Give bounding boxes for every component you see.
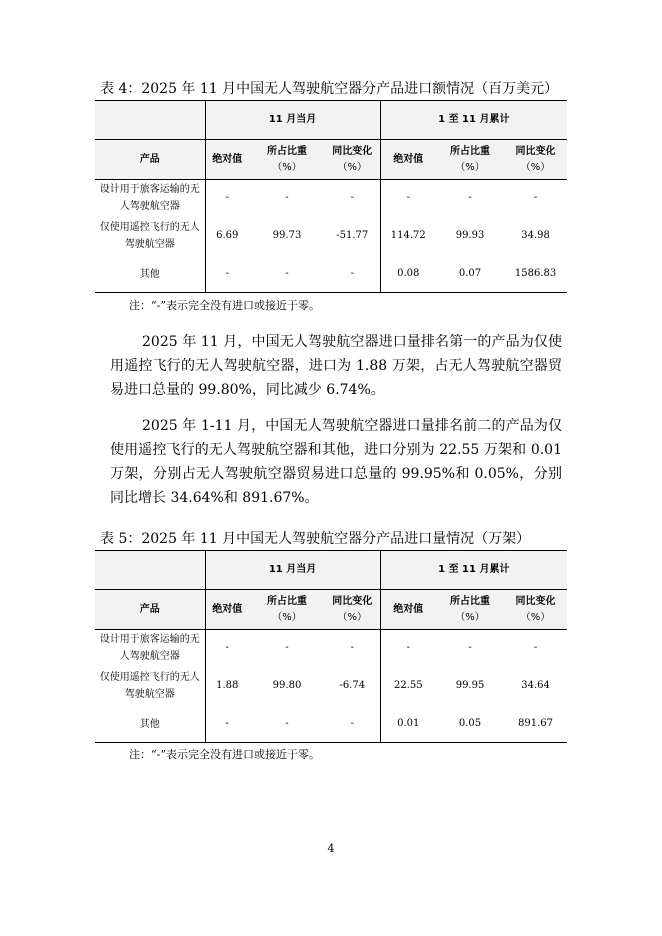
cum-share-value: 99.95 (455, 679, 485, 691)
product-name: 仅使用遥控飞行的无人驾驶航空器 (99, 671, 200, 700)
table4-col-cum-yoy-label: 同比变化 (515, 145, 556, 157)
table4-header-column-row (95, 140, 567, 180)
cum-share-value: 0.07 (436, 256, 504, 293)
table4-group-cumulative: 1 至 11 月累计 (380, 101, 567, 140)
body-paragraph: 2025 年 11 月，中国无人驾驶航空器进口量排名第一的产品为仅使用遥控飞行的无人驾驶航空器，进口为 1.88 万架，占无人驾驶航空器贸易进口总量的 99.80%，同比减少 6.74%。 (110, 334, 562, 398)
share-value: - (285, 191, 289, 203)
table4-group-current-month: 11 月当月 (205, 101, 380, 140)
cum-absolute-value: 0.01 (380, 706, 436, 743)
table4-header-blank (95, 101, 205, 140)
table4-col-cum-yoy-unit: （%） (520, 161, 551, 173)
table5-col-share (249, 590, 325, 630)
yoy-value: - (325, 706, 380, 743)
cum-yoy-value: 1586.83 (504, 256, 567, 293)
cum-share-value: - (468, 191, 472, 203)
product-name: 设计用于旅客运输的无人驾驶航空器 (99, 183, 200, 212)
table4-col-yoy-label: 同比变化 (332, 145, 373, 157)
table5-col-cum-yoy (504, 590, 567, 630)
table-row (95, 630, 567, 666)
table5-group-current-month: 11 月当月 (205, 551, 380, 590)
body-paragraph: 2025 年 1-11 月，中国无人驾驶航空器进口量排名前二的产品为仅使用遥控飞行的无人驾驶航空器和其他，进口分别为 22.55 万架和 0.01 万架，分别占无人驾驶航空器贸易进口总量的 99.95%和 0.05%，分别同比增长 34.64%和 891.67%。 (110, 418, 562, 506)
cum-share-value: - (468, 641, 472, 653)
table5-import-volume (95, 550, 567, 743)
table4-col-cum-share (436, 140, 504, 180)
share-value: 99.80 (272, 679, 302, 691)
table5-col-cum-absolute: 绝对值 (380, 590, 436, 630)
share-value: - (249, 256, 325, 293)
table5-col-cum-yoy-unit: （%） (520, 611, 551, 623)
table-row (95, 665, 567, 706)
cum-yoy-value: 34.98 (521, 229, 550, 241)
table4-col-cum-share-label: 所占比重 (450, 145, 491, 157)
table5-header-column-row (95, 590, 567, 630)
table-row (95, 256, 567, 293)
table5-header-blank (95, 551, 205, 590)
table4-col-share-label: 所占比重 (267, 145, 307, 157)
share-value: - (285, 641, 289, 653)
cum-share-value: 99.93 (455, 229, 485, 241)
table5-col-cum-share-label: 所占比重 (450, 595, 491, 607)
product-name: 其他 (95, 256, 205, 293)
cum-share-value: 0.05 (436, 706, 504, 743)
table4-col-yoy (325, 140, 380, 180)
cum-absolute-value: - (380, 630, 436, 666)
table5-col-yoy-label: 同比变化 (332, 595, 373, 607)
table5-col-yoy (325, 590, 380, 630)
table4-caption: 表 4：2025 年 11 月中国无人驾驶航空器分产品进口额情况（百万美元） (100, 81, 559, 97)
table-row (95, 215, 567, 256)
cum-absolute-value: 22.55 (380, 665, 436, 706)
table5-col-absolute: 绝对值 (205, 590, 249, 630)
table-row (95, 180, 567, 216)
absolute-value: - (205, 706, 249, 743)
product-name: 仅使用遥控飞行的无人驾驶航空器 (99, 221, 200, 250)
table5-group-cumulative: 1 至 11 月累计 (380, 551, 567, 590)
yoy-value: -6.74 (339, 679, 366, 691)
yoy-value: -51.77 (336, 229, 369, 241)
table4-col-cum-share-unit: （%） (455, 161, 485, 173)
table4-note: 注：“-”表示完全没有进口或接近于零。 (129, 299, 320, 312)
cum-absolute-value: - (380, 180, 436, 216)
table5-col-cum-share-unit: （%） (455, 611, 485, 623)
cum-yoy-value: 34.64 (521, 679, 550, 691)
absolute-value: - (205, 180, 249, 216)
yoy-value: - (325, 256, 380, 293)
table4-col-share (249, 140, 325, 180)
table4-col-share-unit: （%） (272, 161, 302, 173)
absolute-value: - (205, 630, 249, 666)
cum-absolute-value: 114.72 (380, 215, 436, 256)
table5-header-group-row (95, 551, 567, 590)
table5-col-cum-share (436, 590, 504, 630)
absolute-value: - (205, 256, 249, 293)
cum-absolute-value: 0.08 (380, 256, 436, 293)
yoy-value: - (350, 191, 354, 203)
cum-yoy-value: - (533, 641, 538, 653)
table5-note: 注：“-”表示完全没有进口或接近于零。 (129, 748, 320, 761)
table5-col-yoy-unit: （%） (337, 611, 368, 623)
table-row (95, 706, 567, 743)
table4-import-value (95, 100, 567, 293)
absolute-value: 1.88 (205, 665, 249, 706)
table4-col-yoy-unit: （%） (337, 161, 368, 173)
table4-col-product: 产品 (95, 140, 205, 180)
cum-yoy-value: - (533, 191, 538, 203)
table4-col-cum-absolute: 绝对值 (380, 140, 436, 180)
yoy-value: - (350, 641, 354, 653)
product-name: 设计用于旅客运输的无人驾驶航空器 (99, 633, 200, 662)
table5-col-share-unit: （%） (272, 611, 302, 623)
table5-col-share-label: 所占比重 (267, 595, 307, 607)
share-value: - (249, 706, 325, 743)
table4-col-absolute: 绝对值 (205, 140, 249, 180)
absolute-value: 6.69 (205, 215, 249, 256)
share-value: 99.73 (272, 229, 302, 241)
table5-col-cum-yoy-label: 同比变化 (515, 595, 556, 607)
table4-header-group-row (95, 101, 567, 140)
table5-col-product: 产品 (95, 590, 205, 630)
table5-caption: 表 5：2025 年 11 月中国无人驾驶航空器分产品进口量情况（万架） (100, 531, 531, 547)
page-number: 4 (327, 842, 335, 855)
table4-col-cum-yoy (504, 140, 567, 180)
product-name: 其他 (95, 706, 205, 743)
cum-yoy-value: 891.67 (504, 706, 567, 743)
